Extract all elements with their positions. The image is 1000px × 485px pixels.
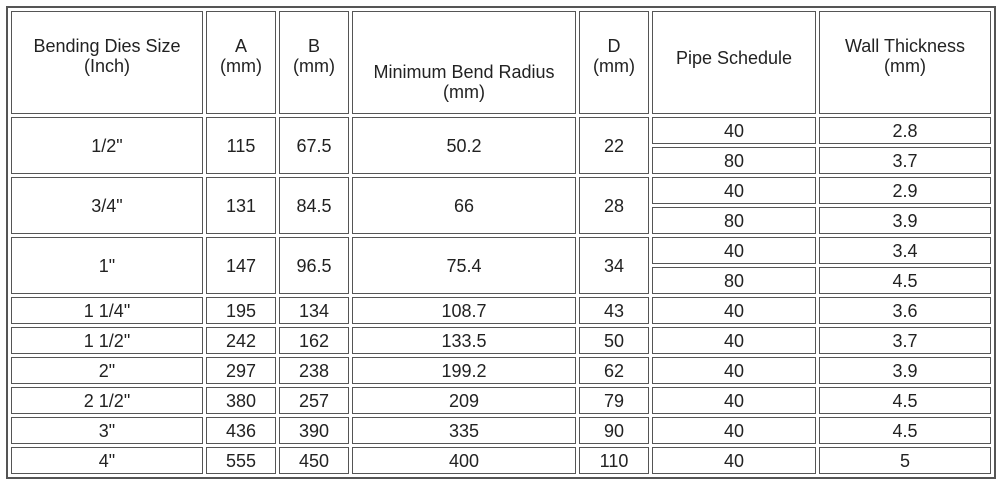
cell-pipe-schedule: 40: [652, 327, 816, 354]
cell-b: 238: [279, 357, 349, 384]
header-d-label: D: [607, 36, 621, 56]
cell-min-bend-radius: 133.5: [352, 327, 576, 354]
cell-min-bend-radius: 400: [352, 447, 576, 474]
cell-d: 90: [579, 417, 649, 444]
bending-dies-table: [6, 6, 996, 479]
header-wall-unit: (mm): [884, 56, 926, 76]
table-row: [11, 417, 991, 444]
cell-min-bend-radius: 50.2: [352, 117, 576, 174]
cell-min-bend-radius: 199.2: [352, 357, 576, 384]
cell-wall-thickness: 2.8: [819, 117, 991, 144]
cell-b: 67.5: [279, 117, 349, 174]
table-row: [11, 297, 991, 324]
cell-size: 1/2": [11, 117, 203, 174]
cell-a: 195: [206, 297, 276, 324]
cell-d: 22: [579, 117, 649, 174]
cell-b: 450: [279, 447, 349, 474]
cell-pipe-schedule: 80: [652, 147, 816, 174]
header-pipe-schedule-label: Pipe Schedule: [675, 48, 793, 68]
cell-wall-thickness: 4.5: [819, 387, 991, 414]
cell-wall-thickness: 3.9: [819, 207, 991, 234]
cell-pipe-schedule: 80: [652, 207, 816, 234]
cell-d: 34: [579, 237, 649, 294]
cell-b: 134: [279, 297, 349, 324]
table-row: [11, 177, 991, 204]
header-b-unit: (mm): [293, 56, 335, 76]
header-b-label: B: [307, 36, 320, 56]
cell-a: 131: [206, 177, 276, 234]
header-size-label: Bending Dies Size: [33, 36, 181, 56]
cell-size: 3": [11, 417, 203, 444]
cell-wall-thickness: 4.5: [819, 417, 991, 444]
cell-min-bend-radius: 75.4: [352, 237, 576, 294]
cell-pipe-schedule: 40: [652, 387, 816, 414]
cell-a: 115: [206, 117, 276, 174]
cell-b: 390: [279, 417, 349, 444]
header-row: [11, 11, 991, 114]
cell-size: 1 1/2": [11, 327, 203, 354]
table-row: [11, 237, 991, 264]
table-row: [11, 327, 991, 354]
header-min-bend-radius: [352, 11, 576, 114]
cell-wall-thickness: 3.7: [819, 327, 991, 354]
cell-wall-thickness: 2.9: [819, 177, 991, 204]
table-body: [11, 117, 991, 474]
header-d: [579, 11, 649, 114]
cell-pipe-schedule: 40: [652, 447, 816, 474]
cell-size: 4": [11, 447, 203, 474]
header-d-unit: (mm): [593, 56, 635, 76]
table-row: [11, 387, 991, 414]
cell-d: 28: [579, 177, 649, 234]
header-a-unit: (mm): [220, 56, 262, 76]
cell-size: 1": [11, 237, 203, 294]
cell-pipe-schedule: 40: [652, 237, 816, 264]
cell-size: 3/4": [11, 177, 203, 234]
cell-pipe-schedule: 40: [652, 417, 816, 444]
cell-a: 555: [206, 447, 276, 474]
table-row: [11, 117, 991, 144]
header-size-unit: (Inch): [83, 56, 130, 76]
header-a-label: A: [234, 36, 247, 56]
cell-wall-thickness: 3.9: [819, 357, 991, 384]
cell-wall-thickness: 3.7: [819, 147, 991, 174]
cell-wall-thickness: 3.6: [819, 297, 991, 324]
cell-wall-thickness: 5: [819, 447, 991, 474]
header-b: [279, 11, 349, 114]
cell-d: 50: [579, 327, 649, 354]
cell-wall-thickness: 4.5: [819, 267, 991, 294]
cell-d: 79: [579, 387, 649, 414]
table-row: [11, 447, 991, 474]
cell-pipe-schedule: 40: [652, 177, 816, 204]
cell-a: 380: [206, 387, 276, 414]
cell-a: 242: [206, 327, 276, 354]
cell-b: 162: [279, 327, 349, 354]
cell-size: 2": [11, 357, 203, 384]
header-mbr-unit: (mm): [443, 82, 485, 102]
cell-min-bend-radius: 66: [352, 177, 576, 234]
cell-b: 84.5: [279, 177, 349, 234]
cell-size: 2 1/2": [11, 387, 203, 414]
header-mbr-label: Minimum Bend Radius: [373, 62, 555, 82]
cell-pipe-schedule: 40: [652, 117, 816, 144]
cell-min-bend-radius: 209: [352, 387, 576, 414]
header-pipe-schedule: [652, 11, 816, 114]
cell-pipe-schedule: 80: [652, 267, 816, 294]
cell-b: 257: [279, 387, 349, 414]
cell-pipe-schedule: 40: [652, 297, 816, 324]
cell-size: 1 1/4": [11, 297, 203, 324]
cell-min-bend-radius: 108.7: [352, 297, 576, 324]
cell-d: 62: [579, 357, 649, 384]
table-row: [11, 357, 991, 384]
header-size: [11, 11, 203, 114]
cell-min-bend-radius: 335: [352, 417, 576, 444]
cell-pipe-schedule: 40: [652, 357, 816, 384]
cell-b: 96.5: [279, 237, 349, 294]
header-wall-label: Wall Thickness: [844, 36, 966, 56]
cell-a: 147: [206, 237, 276, 294]
header-a: [206, 11, 276, 114]
cell-a: 297: [206, 357, 276, 384]
header-wall-thickness: [819, 11, 991, 114]
cell-d: 43: [579, 297, 649, 324]
cell-wall-thickness: 3.4: [819, 237, 991, 264]
cell-d: 110: [579, 447, 649, 474]
cell-a: 436: [206, 417, 276, 444]
